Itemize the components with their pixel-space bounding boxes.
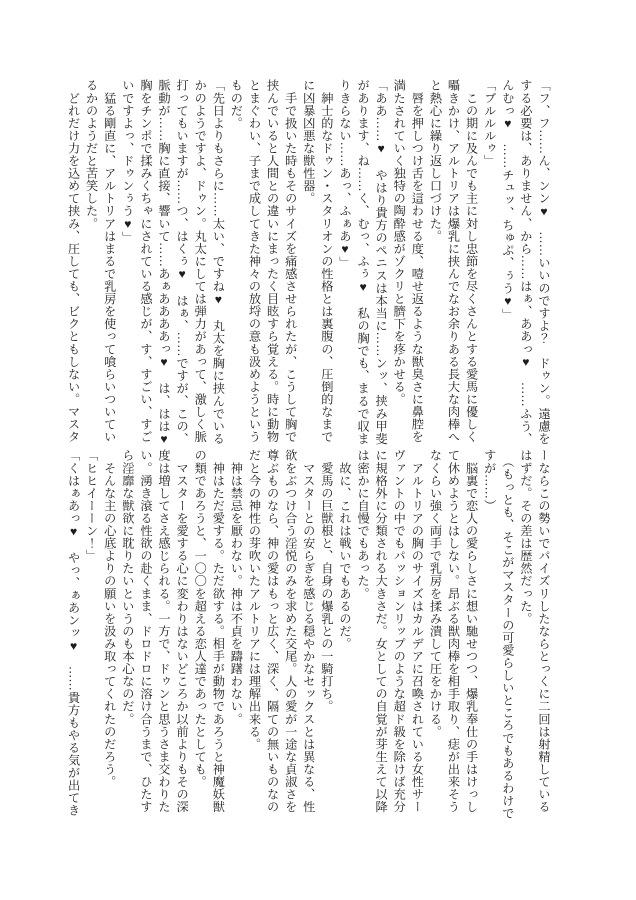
text-line: なくらい強く両手で乳房を揉み潰して圧をかける。	[428, 449, 443, 738]
text-line: ヴァントの中でもパッションリップのような超ド級を除けば充分	[392, 449, 407, 813]
text-line: 「先日よりもさらに……太い、ですね♥ 丸太を胸に挟んでいる	[211, 79, 226, 445]
text-line: 「ブルルルゥ」	[482, 79, 497, 167]
text-line: んむっ♥ ……チュッ、ちゅぷ、ぅう♥」	[500, 79, 515, 322]
text-line: 脈動が……胸に直接、響いて……あぁああああっ♥ は、はは♥	[157, 79, 172, 447]
text-line: （もっとも、そこがマスターの可愛らしいところでもあるわけで	[500, 449, 515, 820]
text-line: 囁きかけ、アルトリアは爆乳に挟んでなお余りある長大な肉棒へ	[446, 79, 461, 443]
text-line: 胸をチンポで揉みくちゃにされている感じが、す、すごい、すご	[138, 79, 153, 443]
text-line: ものだ。	[229, 79, 244, 130]
text-line: 脳裏で恋人の愛らしさに想い馳せつつ、爆乳奉仕の手はけっし	[464, 449, 479, 813]
text-line: 欲をぶつけ合う淫悦のみを求めた交尾。人の愛が一途な貞淑さを	[283, 449, 298, 813]
text-line: そんな主の心底よりの願いを汲み取ってくれたのだろう。	[102, 449, 117, 788]
text-line: て休めようとはしない。昂ぶる獣肉棒を相手取り、痣が出来そう	[446, 449, 461, 813]
text-line: すが……）	[482, 449, 497, 512]
text-line: 尊ぶものなら、神の愛はもっと広く、深く、隔ての無いものなの	[265, 449, 280, 813]
text-line: 手で扱いた時もそのサイズを痛感させられたが、こうして胸で	[283, 79, 298, 443]
text-line: はずだ。その差は歴然だった。	[518, 449, 533, 625]
text-line: 挟んでいると人間との違いにまったく目眩すら覚える。時に動物	[265, 79, 280, 443]
text-line: 「ああ……♥ やはり貴方のペニスは本当に……ンッ、挟み甲斐	[374, 79, 389, 445]
text-line: りきらない……あっ、ふぁあ♥」	[337, 79, 352, 270]
text-line: 紳士的なドゥン・スタリオンの性格とは裏腹の、圧倒的なまで	[319, 79, 334, 443]
text-line: るかのようだと苦笑した。	[84, 79, 99, 230]
top-text-block	[64, 79, 553, 447]
text-line: 「ヒヒイーーン！」	[84, 449, 99, 562]
text-line: マスターとの安らぎを感じる穏やかなセックスとは異なる、性	[301, 449, 316, 813]
text-line: い。湧き滾る性欲の赴くまま、ドロドロに溶け合うまで、ひたす	[138, 449, 153, 813]
text-line: 神はただ愛する。ただ欲する。相手が動物であろうと神魔妖獣	[211, 449, 226, 813]
text-line: と熱心に繰り返し口づけた。	[428, 79, 443, 243]
text-line: の類であろうと、一〇〇を超える恋人達であったとしても。	[193, 449, 208, 788]
text-line: 神は禁忌を厭わない。神は不貞を躊躇わない。	[229, 449, 244, 726]
text-line: マスターを愛する心に変わりはないどころか以前よりもその深	[175, 449, 190, 813]
text-line: だと今の神性の芽吹いたアルトリアには理解出来る。	[247, 449, 262, 751]
text-line: どれだけ力を込めて挟み、圧しても、ビクともしない。マスタ	[66, 79, 81, 443]
bottom-text-block	[64, 449, 553, 819]
text-line: は密かに自慢でもあった。	[356, 449, 371, 600]
text-line: 愛馬の巨獣根と、自身の爆乳との一騎打ち。	[319, 449, 334, 713]
text-line: いですよっ、ドゥンぅう♥」	[120, 79, 135, 244]
text-line: 度は増してさえ感じられる。一方で、ドゥンと思うさま交わりた	[157, 449, 172, 813]
text-line: に凶暴凶悪な獣性器。	[301, 79, 316, 205]
text-line: ら淫靡な獣欲に耽りたいというのも本心なのだ。	[120, 449, 135, 726]
text-line: とまぐわい、子まで成してきた神々の放埒の意も汲めようという	[247, 79, 262, 443]
text-line: この期に及んでも主に対し忠節を尽くさんとする愛馬に優しく	[464, 79, 479, 443]
text-line: 唇を押しつけ舌を這わせる度、噎せ返るような獣臭さに鼻腔を	[410, 79, 425, 443]
text-line: に規格外に分類される大きさだ。女としての自覚が芽生えて以降	[374, 449, 389, 813]
text-line: かのようですよ、ドゥン。丸太にしては弾力があって、激しく脈	[193, 79, 208, 443]
text-line: アルトリアの胸のサイズはカルデアに召喚されている女性サー	[410, 449, 425, 813]
text-line: 「フ、フ……ん、ンン♥ ……いいのですよ？ ドゥン。遠慮を	[537, 79, 551, 445]
text-line: 「くはぁあっ♥ やっ、ぁあンッ♥ ……貴方もやる気が出てき	[66, 449, 81, 817]
text-line: ーならこの勢いでパイズリしたならとっくに二回は射精している	[537, 449, 551, 813]
text-line: 故に、これは戦いでもあるのだ。	[337, 449, 352, 650]
text-line: 満たされていく独特の陶酔感がゾクリと臍下を疼かせる。	[392, 79, 407, 406]
text-line: があります、ね……く、むっ、ふぅ♥ 私の胸でも、まるで収ま	[356, 79, 371, 445]
text-line: する必要は、ありません、から……はぁ、ああっ♥ ……ふう、	[518, 79, 533, 445]
text-line: 猛る剛直に、アルトリアはまるで乳房を使って喰らいついてい	[102, 79, 117, 443]
text-line: 打ってもいますが……つ、はくぅ♥ はぁ、……ですが、この、	[175, 79, 190, 445]
